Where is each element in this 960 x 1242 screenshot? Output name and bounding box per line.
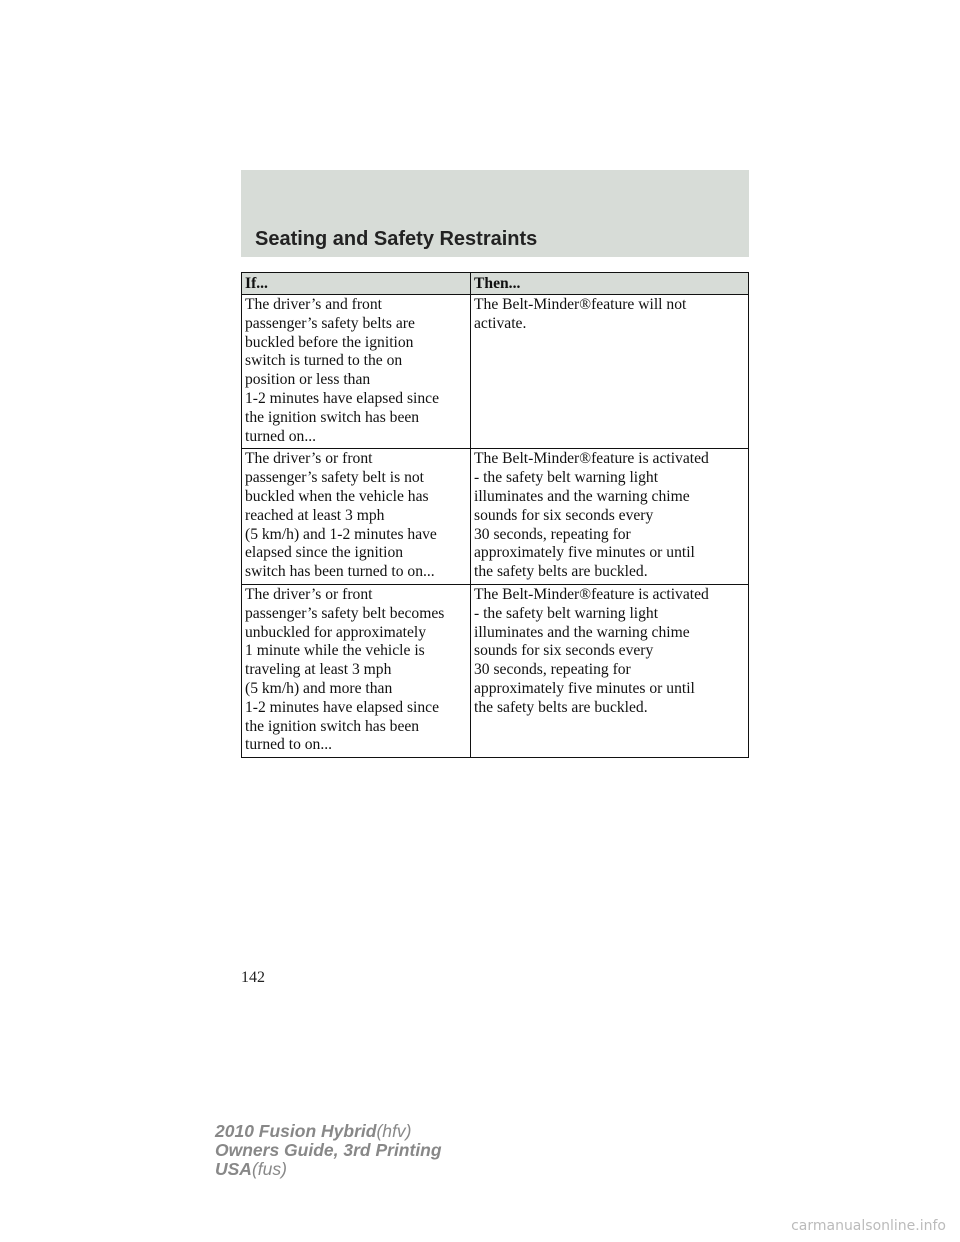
watermark: carmanualsonline.info xyxy=(791,1218,946,1234)
cell-line: - the safety belt warning light xyxy=(474,604,659,622)
cell-line: passenger’s safety belt is not xyxy=(245,469,425,487)
cell-line: 1-2 minutes have elapsed since xyxy=(245,389,439,407)
footer-printing: Owners Guide, 3rd Printing xyxy=(215,1140,442,1160)
column-header-then: Then... xyxy=(471,273,749,295)
footer-line-1 xyxy=(215,1122,442,1141)
if-cell xyxy=(242,449,471,585)
cell-line: The Belt-Minder®feature is activated xyxy=(474,585,709,603)
cell-line: turned on... xyxy=(245,427,317,445)
cell-line: approximately five minutes or until xyxy=(474,544,695,562)
footer-line-2 xyxy=(215,1141,442,1160)
footer-market: USA xyxy=(215,1159,252,1179)
page-number: 142 xyxy=(241,969,265,986)
cell-line: buckled when the vehicle has xyxy=(245,487,429,505)
cell-line: sounds for six seconds every xyxy=(474,642,654,660)
cell-line: the ignition switch has been xyxy=(245,717,420,735)
cell-line: (5 km/h) and 1-2 minutes have xyxy=(245,525,437,543)
cell-line: reached at least 3 mph xyxy=(245,506,385,524)
footer-market-code: (fus) xyxy=(251,1159,287,1179)
cell-line: illuminates and the warning chime xyxy=(474,623,690,641)
cell-line: the safety belts are buckled. xyxy=(474,563,648,581)
cell-line: The driver’s or front xyxy=(245,585,373,603)
column-header-if: If... xyxy=(242,273,471,295)
footer-model: 2010 Fusion Hybrid xyxy=(215,1121,377,1141)
table-row xyxy=(242,295,749,449)
then-cell xyxy=(471,584,749,757)
cell-line: - the safety belt warning light xyxy=(474,469,659,487)
belt-minder-table xyxy=(241,272,749,758)
cell-line: The driver’s and front xyxy=(245,296,382,313)
cell-line: elapsed since the ignition xyxy=(245,544,404,562)
cell-line: passenger’s safety belt becomes xyxy=(245,604,445,622)
table-row xyxy=(242,449,749,585)
document-footer xyxy=(215,1122,442,1179)
cell-line: illuminates and the warning chime xyxy=(474,487,690,505)
cell-line: the ignition switch has been xyxy=(245,408,420,426)
cell-line: The Belt-Minder®feature will not xyxy=(474,296,687,313)
cell-line: 30 seconds, repeating for xyxy=(474,525,631,543)
cell-line: passenger’s safety belts are xyxy=(245,314,415,332)
cell-line: traveling at least 3 mph xyxy=(245,661,392,679)
cell-line: the safety belts are buckled. xyxy=(474,698,648,716)
table-row xyxy=(242,584,749,757)
cell-line: 1 minute while the vehicle is xyxy=(245,642,425,660)
cell-line: 30 seconds, repeating for xyxy=(474,661,631,679)
section-title: Seating and Safety Restraints xyxy=(255,228,538,250)
if-cell xyxy=(242,584,471,757)
cell-line: buckled before the ignition xyxy=(245,333,414,351)
cell-line: approximately five minutes or until xyxy=(474,679,695,697)
cell-line: 1-2 minutes have elapsed since xyxy=(245,698,439,716)
cell-line: (5 km/h) and more than xyxy=(245,679,393,697)
cell-line: unbuckled for approximately xyxy=(245,623,427,641)
then-cell xyxy=(471,449,749,585)
cell-line: switch is turned to the on xyxy=(245,352,403,370)
cell-line: turned to on... xyxy=(245,736,333,754)
footer-line-3 xyxy=(215,1160,442,1179)
cell-line: position or less than xyxy=(245,371,371,389)
if-cell xyxy=(242,295,471,449)
then-cell xyxy=(471,295,749,449)
footer-model-code: (hfv) xyxy=(376,1121,412,1141)
cell-line: switch has been turned to on... xyxy=(245,563,435,581)
cell-line: activate. xyxy=(474,314,527,332)
cell-line: The driver’s or front xyxy=(245,450,373,468)
cell-line: The Belt-Minder®feature is activated xyxy=(474,450,709,468)
table-header-row xyxy=(242,273,749,295)
cell-line: sounds for six seconds every xyxy=(474,506,654,524)
